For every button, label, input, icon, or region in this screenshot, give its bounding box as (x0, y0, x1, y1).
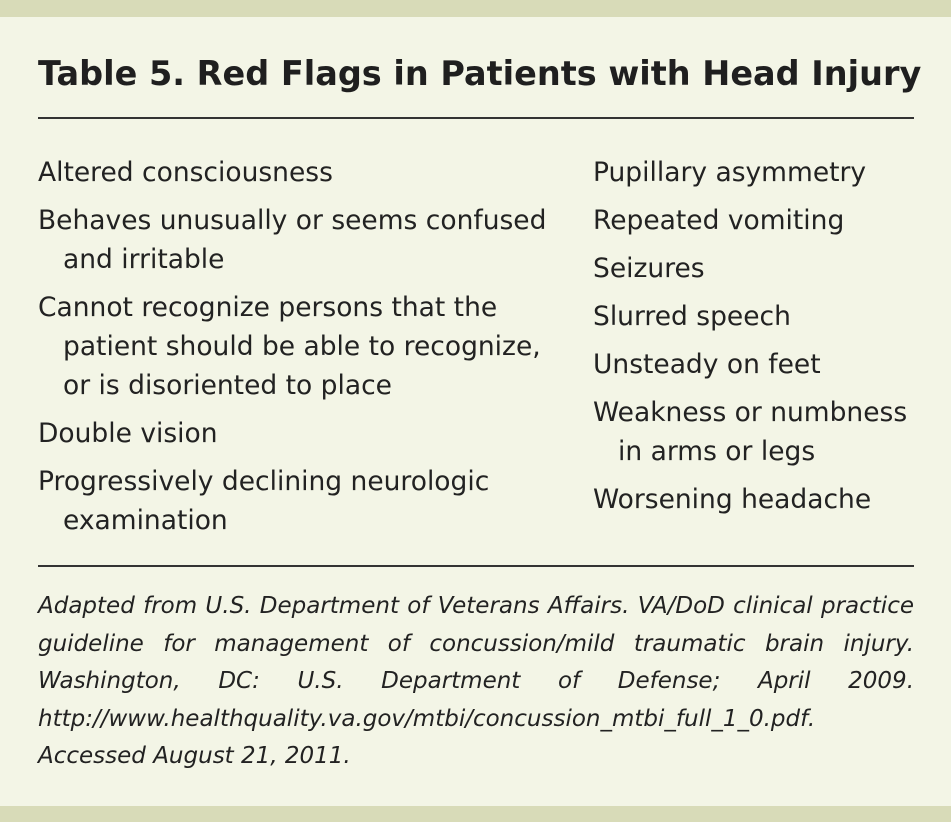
red-flag-item: Cannot recognize persons that the patient should be able to recognize, or is disoriented to place (38, 292, 541, 401)
footer-divider (38, 565, 914, 567)
red-flag-item: Weakness or numbness in arms or legs (593, 397, 908, 467)
table-title: Table 5. Red Flags in Patients with Head Injury (38, 54, 922, 93)
red-flag-item: Worsening headache (593, 484, 872, 515)
red-flags-left-column (38, 153, 558, 549)
red-flag-item: Altered consciousness (38, 157, 333, 188)
red-flag-item: Repeated vomiting (593, 205, 845, 236)
red-flag-item: Unsteady on feet (593, 349, 821, 380)
red-flag-item: Progressively declining neurologic examination (38, 466, 490, 536)
red-flag-item: Slurred speech (593, 301, 791, 332)
bottom-border-band (0, 806, 951, 822)
red-flag-item: Pupillary asymmetry (593, 157, 867, 188)
red-flags-right-column (593, 153, 923, 528)
red-flag-item: Behaves unusually or seems confused and irritable (38, 205, 547, 275)
source-citation: Adapted from U.S. Department of Veterans Affairs. VA/DoD clinical practice guideline for management of concussion/mild traumatic brain injury. Washington, DC: U.S. Department of Defense; April 2009. http://www.healthquality.va.gov/mtbi/concussion_mtbi_full_1_0.pdf. Accessed August 21, 2011. (38, 593, 914, 770)
top-border-band (0, 0, 951, 17)
title-divider (38, 117, 914, 119)
red-flag-item: Seizures (593, 253, 705, 284)
red-flag-item: Double vision (38, 418, 218, 449)
